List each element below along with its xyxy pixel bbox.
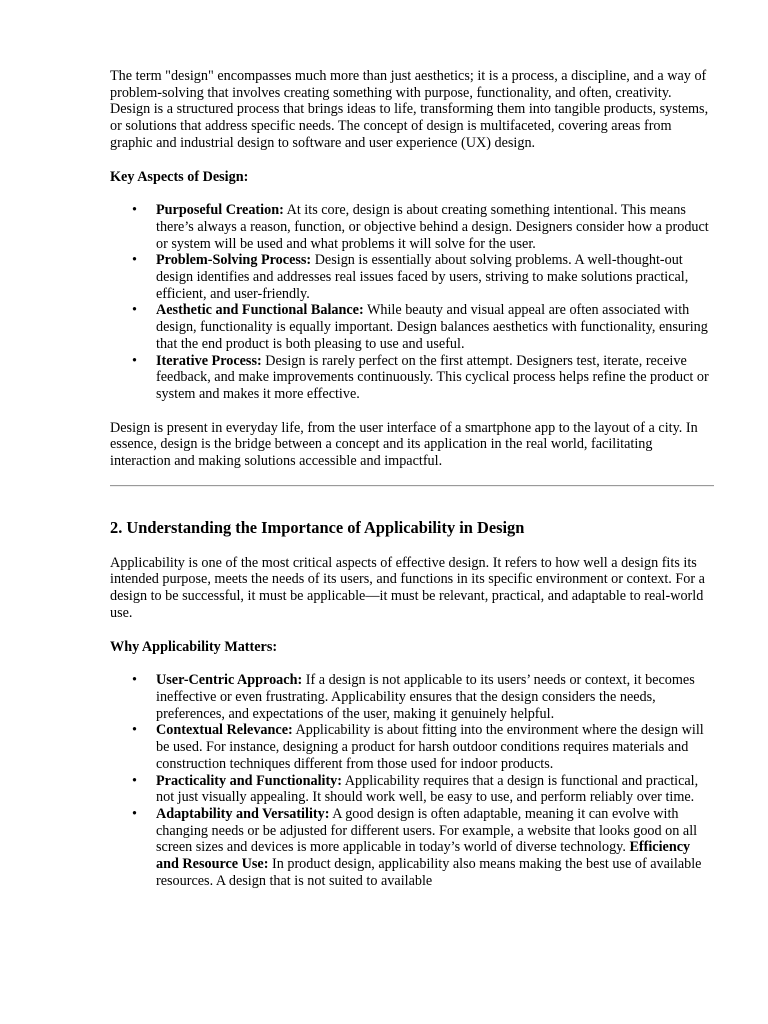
key-aspects-heading-text: Key Aspects of Design: [110, 168, 249, 185]
why-heading [110, 639, 714, 656]
list-item-term: Practicality and Functionality: [156, 772, 342, 789]
document-page [110, 68, 714, 889]
list-item-term: Adaptability and Versatility: [156, 805, 330, 822]
why-applicability-list [110, 672, 714, 889]
list-item [156, 302, 714, 352]
list-item-term: Purposeful Creation: [156, 202, 284, 219]
list-item-text: Applicability requires that a design is functional and practical, not just visually appealing. It should work well, be easy to use, and perform reliably over time. [156, 772, 699, 806]
list-item-text: If a design is not applicable to its users’ needs or context, it becomes ineffective or even frustrating. Applicability ensures that the design considers the needs, preferences, and expectations of the user, making it genuinely helpful. [156, 672, 695, 722]
section-heading: 2. Understanding the Importance of Applicability in Design [110, 517, 525, 537]
list-item-text: Design is essentially about solving problems. A well-thought-out design identifies and addresses real issues faced by users, striving to make solutions practical, efficient, and user-friendly. [156, 252, 689, 302]
list-item [156, 773, 714, 806]
list-item-term: Problem-Solving Process: [156, 252, 312, 269]
list-item-text: A good design is often adaptable, meaning it can evolve with changing needs or be adjusted for different users. For example, a website that looks good on all screen sizes and devices is more applicable in today’s world of diverse technology. [156, 805, 698, 856]
key-aspects-heading [110, 169, 714, 186]
list-item [156, 722, 714, 772]
list-item [156, 672, 714, 722]
list-item-term: User-Centric Approach: [156, 672, 303, 689]
list-item-text: At its core, design is about creating something intentional. This means there’s always a reason, function, or objective behind a design. Designers consider how a product or system will be used and what problems it will solve for the user. [156, 202, 709, 252]
list-item-term: Efficiency and Resource Use: [156, 839, 691, 873]
why-heading-text: Why Applicability Matters: [110, 638, 278, 655]
list-item [156, 806, 714, 890]
list-item-text: While beauty and visual appeal are often associated with design, functionality is equally important. Design balances aesthetics with functionality, ensuring that the end product is both pleasing to use and useful. [156, 302, 708, 352]
list-item [156, 202, 714, 252]
list-item-term: Iterative Process: [156, 352, 262, 369]
applicability-paragraph: Applicability is one of the most critical aspects of effective design. It refers to how well a design fits its intended purpose, meets the needs of its users, and functions in its specific environment or context. For a design to be successful, it must be applicable—it must be relevant, practical, and adaptable to real-world use. [110, 554, 705, 621]
list-item-term: Aesthetic and Functional Balance: [156, 302, 364, 319]
closing-paragraph: Design is present in everyday life, from the user interface of a smartphone app to the layout of a city. In essence, design is the bridge between a concept and its application in the real world, facilitating interaction and making solutions accessible and impactful. [110, 419, 698, 470]
list-item [156, 252, 714, 302]
list-item-text: In product design, applicability also means making the best use of available resources. A design that is not suited to available [156, 856, 702, 889]
list-item-text: Applicability is about fitting into the environment where the design will be used. For instance, designing a product for harsh outdoor conditions requires materials and construction techniques different from those used for indoor products. [156, 722, 704, 772]
section-divider [110, 485, 714, 487]
list-item-term: Contextual Relevance: [156, 722, 293, 739]
key-aspects-list [110, 202, 714, 402]
list-item-text: Design is rarely perfect on the first attempt. Designers test, iterate, receive feedback, and make improvements continuously. This cyclical process helps refine the product or system and makes it more effective. [156, 352, 709, 402]
intro-paragraph: The term "design" encompasses much more than just aesthetics; it is a process, a discipline, and a way of problem-solving that involves creating something with purpose, functionality, and often, creativity. Design is a structured process that brings ideas to life, transforming them into tangible products, systems, or solutions that address specific needs. The concept of design is multifaceted, covering areas from graphic and industrial design to software and user experience (UX) design. [110, 68, 709, 151]
list-item [156, 353, 714, 403]
